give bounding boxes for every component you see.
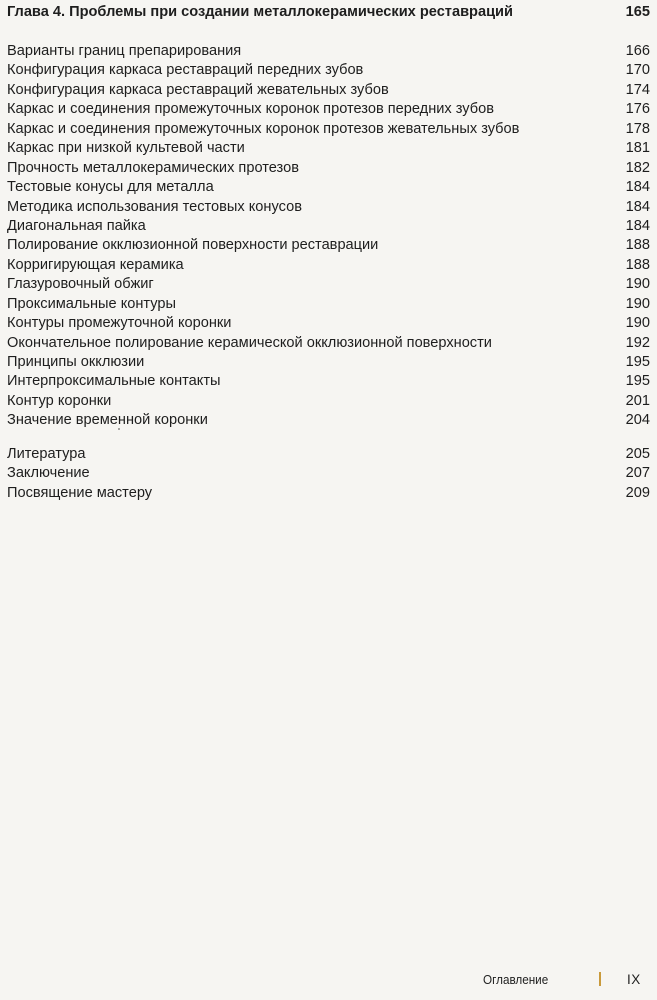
toc-entry bbox=[7, 178, 650, 197]
toc-entry-page: 184 bbox=[625, 179, 650, 196]
toc-entry-title: Литература bbox=[7, 446, 86, 462]
toc-entry-page: 195 bbox=[625, 373, 650, 390]
toc-entry-title: Тестовые конусы для металла bbox=[7, 179, 214, 196]
toc-entry bbox=[7, 392, 650, 411]
toc-entry-page: 190 bbox=[625, 315, 650, 332]
page-footer bbox=[0, 972, 657, 990]
toc-entry-page: 184 bbox=[625, 217, 650, 234]
toc-entry bbox=[7, 42, 650, 61]
toc-entry-title: Контуры промежуточной коронки bbox=[7, 315, 232, 332]
toc-entry-title: Значение временной коронки bbox=[7, 412, 208, 429]
toc-entry bbox=[7, 334, 650, 353]
toc-entry bbox=[7, 353, 650, 372]
toc-entry bbox=[7, 314, 650, 333]
toc-entry bbox=[7, 217, 650, 236]
toc-entry-title: Методика использования тестовых конусов bbox=[7, 198, 302, 215]
toc-entry-page: 182 bbox=[625, 159, 650, 176]
toc-entry-page: 204 bbox=[625, 412, 650, 429]
toc-entry-page: 190 bbox=[625, 276, 650, 293]
toc-entry bbox=[7, 295, 650, 314]
chapter-heading bbox=[7, 3, 650, 21]
chapter-title: Глава 4. Проблемы при создании металлокерамических реставраций bbox=[7, 4, 513, 20]
toc-entry-page: 205 bbox=[625, 446, 650, 462]
toc-entry-page: 207 bbox=[625, 465, 650, 482]
toc-entry bbox=[7, 61, 650, 80]
toc-entry-title: Окончательное полирование керамической окклюзионной поверхности bbox=[7, 334, 492, 351]
footer-page-number: IX bbox=[627, 972, 641, 987]
toc-entry-title: Каркас при низкой культевой части bbox=[7, 140, 245, 157]
footer-divider bbox=[599, 972, 601, 986]
scan-speck bbox=[118, 428, 120, 430]
toc-entry-title: Заключение bbox=[7, 465, 90, 482]
toc-entry bbox=[7, 120, 650, 139]
toc-entry-title: Посвящение мастеру bbox=[7, 484, 153, 501]
toc-entry bbox=[7, 411, 650, 430]
toc-entry bbox=[7, 159, 650, 178]
toc-entry-page: 166 bbox=[625, 43, 650, 59]
toc-entry-title: Варианты границ препарирования bbox=[7, 43, 242, 59]
toc-entry bbox=[7, 372, 650, 391]
toc-entry bbox=[7, 198, 650, 217]
toc-entry-title: Диагональная пайка bbox=[7, 217, 146, 234]
footer-section-label: Оглавление bbox=[483, 972, 549, 987]
toc-entry-page: 181 bbox=[625, 140, 650, 157]
toc-entry-title: Каркас и соединения промежуточных коронок протезов передних зубов bbox=[7, 101, 494, 118]
toc-entry-page: 176 bbox=[625, 101, 650, 118]
toc-entry bbox=[7, 275, 650, 294]
toc-entry-title: Контур коронки bbox=[7, 392, 112, 409]
toc-entry-page: 195 bbox=[625, 354, 650, 370]
toc-entry-title: Интерпроксимальные контакты bbox=[7, 373, 221, 390]
toc-entry-title: Конфигурация каркаса реставраций передних зубов bbox=[7, 62, 364, 79]
toc-entry-title: Полирование окклюзионной поверхности реставрации bbox=[7, 237, 379, 254]
toc-entry bbox=[7, 464, 650, 483]
toc-entry-page: 188 bbox=[625, 237, 650, 254]
toc-entry bbox=[7, 81, 650, 100]
toc-entry-title: Корригирующая керамика bbox=[7, 256, 184, 273]
toc-entry-page: 209 bbox=[625, 484, 650, 501]
toc-entry-page: 190 bbox=[625, 295, 650, 312]
toc-entry bbox=[7, 256, 650, 275]
toc-entry-title: Каркас и соединения промежуточных коронок протезов жевательных зубов bbox=[7, 120, 520, 137]
chapter-page: 165 bbox=[625, 4, 650, 20]
toc-entry-title: Глазуровочный обжиг bbox=[7, 276, 154, 293]
toc-entry-title: Проксимальные контуры bbox=[7, 295, 177, 312]
toc-entry bbox=[7, 484, 650, 503]
toc-entry bbox=[7, 139, 650, 158]
toc-entry-page: 188 bbox=[625, 256, 650, 273]
toc-entry-title: Принципы окклюзии bbox=[7, 354, 145, 370]
toc-entry-title: Конфигурация каркаса реставраций жевательных зубов bbox=[7, 81, 389, 98]
toc-entry-page: 178 bbox=[625, 120, 650, 137]
toc-entry bbox=[7, 445, 650, 464]
toc-entry-page: 184 bbox=[625, 198, 650, 215]
toc-entry-page: 201 bbox=[625, 392, 650, 409]
toc-entry-title: Прочность металлокерамических протезов bbox=[7, 159, 299, 176]
toc-entry bbox=[7, 100, 650, 119]
toc-entry bbox=[7, 236, 650, 255]
toc-list bbox=[7, 42, 650, 431]
toc-entry-page: 170 bbox=[625, 62, 650, 79]
back-matter-list bbox=[7, 445, 650, 503]
toc-entry-page: 192 bbox=[625, 334, 650, 351]
toc-entry-page: 174 bbox=[625, 81, 650, 98]
